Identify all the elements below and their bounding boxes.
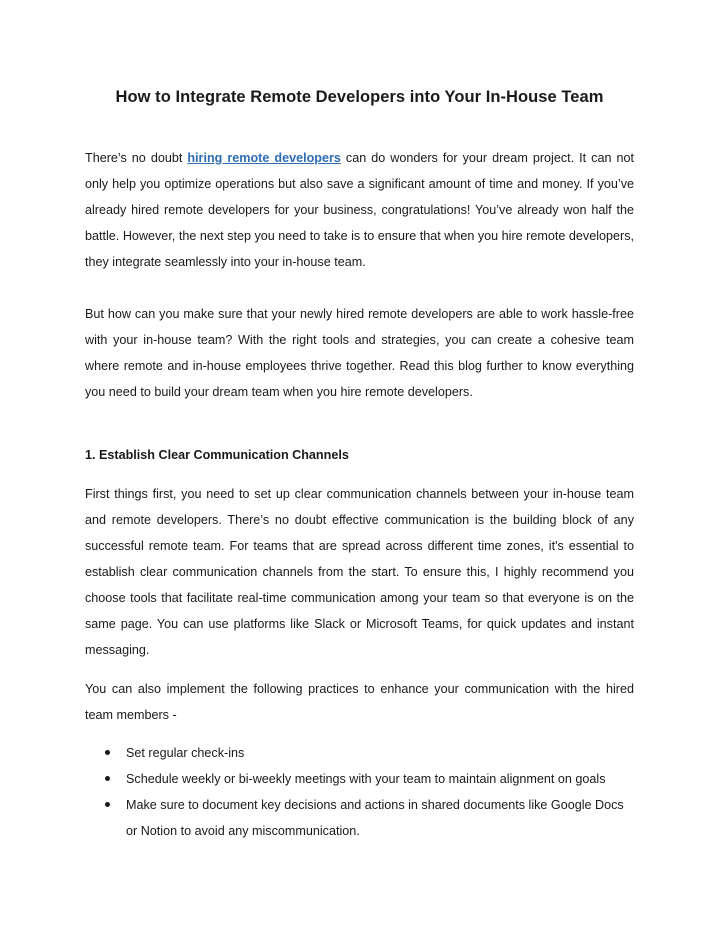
list-item-text: Schedule weekly or bi-weekly meetings with your team to maintain alignment on goals — [126, 772, 606, 786]
bullet-icon — [105, 776, 110, 781]
intro-text-after-link: can do wonders for your dream project. It can not only help you optimize operations but also save a significant amount of time and money. If you’ve already hired remote developers for your business, congratulations! You’ve already won half the battle. However, the next step you need to take is to ensure that when you hire remote developers, they integrate seamlessly into your in-house team. — [85, 151, 634, 269]
intro-text-before-link: There’s no doubt — [85, 151, 188, 165]
intro-paragraph — [85, 145, 634, 275]
list-item-text: Set regular check-ins — [126, 746, 245, 760]
section-paragraph-2: You can also implement the following practices to enhance your communication with the hired team members - — [85, 682, 634, 722]
document-title: How to Integrate Remote Developers into Your In-House Team — [115, 88, 604, 106]
list-item-text: Make sure to document key decisions and actions in shared documents like Google Docs or Notion to avoid any miscommunication. — [126, 798, 624, 838]
second-paragraph: But how can you make sure that your newly hired remote developers are able to work hassle-free with your in-house team? With the right tools and strategies, you can create a cohesive team where remote and in-house employees thrive together. Read this blog further to know everything you need to build your dream team when you hire remote developers. — [85, 307, 634, 399]
practices-list — [85, 740, 634, 844]
hiring-remote-developers-link[interactable]: hiring remote developers — [187, 151, 341, 165]
list-item — [85, 766, 634, 792]
list-item — [85, 740, 634, 766]
list-item — [85, 792, 634, 844]
section-paragraph-1: First things first, you need to set up clear communication channels between your in-house team and remote developers. There’s no doubt effective communication is the building block of any successful remote team. For teams that are spread across different time zones, it's essential to establish clear communication channels from the start. To ensure this, I highly recommend you choose tools that facilitate real-time communication among your team so that everyone is on the same page. You can use platforms like Slack or Microsoft Teams, for quick updates and instant messaging. — [85, 487, 634, 657]
bullet-icon — [105, 750, 110, 755]
section-heading-communication: 1. Establish Clear Communication Channels — [85, 448, 349, 462]
bullet-icon — [105, 802, 110, 807]
